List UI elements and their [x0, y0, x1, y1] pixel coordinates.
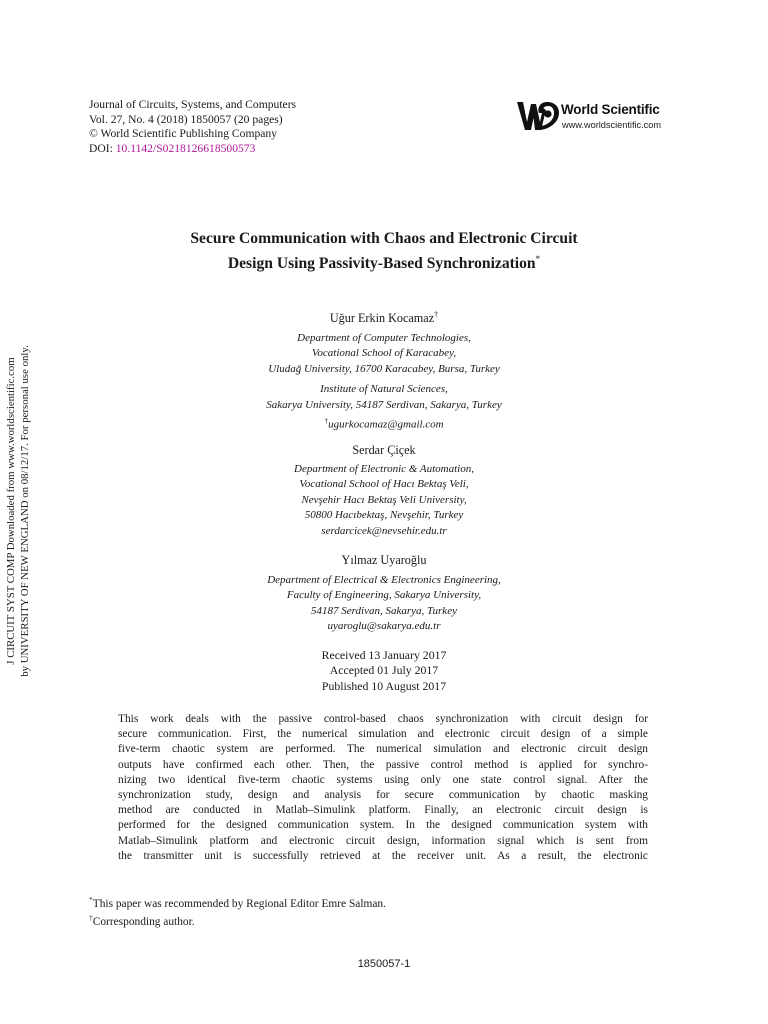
author-name: Serdar Çiçek [352, 443, 416, 457]
abstract-line: the transmitter unit is successfully retrieved at the receiver unit. As a result, the electronic [118, 849, 648, 862]
author-email[interactable]: †ugurkocamaz@gmail.com [324, 416, 444, 431]
abstract-line: synchronization study, design and analysis for secure communication by chaotic masking [118, 789, 648, 802]
world-scientific-logo-icon [516, 98, 560, 132]
published-date: Published 10 August 2017 [321, 678, 447, 693]
abstract-line: secure communication. First, the numerical simulation and electronic circuit design of a simple [118, 728, 648, 741]
journal-doi [89, 142, 296, 157]
publisher-name: World Scientific [561, 102, 660, 117]
author-affiliation: Department of Electronic & Automation, Vocational School of Hacı Bektaş Veli, Nevşehir Hacı Bektaş Veli University, 50800 Hacıbektaş, Nevşehir, Turkey serdarcicek@nevsehir.edu.tr [134, 462, 634, 539]
watermark-line-2: by UNIVERSITY OF NEW ENGLAND on 08/12/17. For personal use only. [19, 345, 31, 677]
author-affiliation: Department of Computer Technologies, Vocational School of Karacabey, Uludağ University, 16700 Karacabey, Bursa, Turkey [268, 332, 500, 375]
journal-volume: Vol. 27, No. 4 (2018) 1850057 (20 pages) [89, 112, 283, 126]
footnote: *This paper was recommended by Regional Editor Emre Salman. [89, 895, 386, 910]
accepted-date: Accepted 01 July 2017 [329, 663, 439, 678]
paper-title [100, 229, 668, 274]
download-watermark [4, 330, 34, 692]
publication-dates [134, 648, 634, 694]
journal-name: Journal of Circuits, Systems, and Computers [89, 98, 297, 111]
abstract-line: performed for the designed communication system. In the designed communication system with [118, 819, 648, 832]
abstract-line: five-term chaotic system are performed. The numerical simulation and electronic circuit design [118, 743, 648, 756]
page-number: 1850057-1 [357, 958, 411, 970]
received-date: Received 13 January 2017 [321, 648, 447, 662]
publisher-url[interactable]: www.worldscientific.com [562, 120, 662, 130]
title-line-1: Secure Communication with Chaos and Electronic Circuit [190, 230, 578, 247]
author-block-1 [134, 307, 634, 433]
abstract [118, 712, 648, 864]
abstract-line: method are conducted in Matlab–Simulink platform. Finally, an electronic circuit design is [118, 804, 648, 817]
journal-copyright: © World Scientific Publishing Company [89, 127, 278, 141]
abstract-line: nizing two identical five-term chaotic systems using only one state control signal. After the [118, 773, 648, 786]
publisher-logo[interactable] [516, 98, 686, 134]
author-name: Yılmaz Uyaroğlu [341, 553, 427, 567]
title-line-2: Design Using Passivity-Based Synchronization* [227, 254, 541, 273]
abstract-line: outputs have confirmed each other. Then, the passive control method is applied for synchro- [118, 758, 648, 771]
author-affiliation-2: Institute of Natural Sciences, Sakarya University, 54187 Serdivan, Sakarya, Turkey †ugurkocamaz@gmail.com [134, 382, 634, 433]
abstract-line: Matlab–Simulink platform and electronic circuit design, information signal which is sent from [118, 834, 648, 847]
author-email[interactable]: uyaroglu@sakarya.edu.tr [327, 620, 441, 633]
author-block-3 [134, 553, 634, 635]
author-email[interactable]: serdarcicek@nevsehir.edu.tr [321, 524, 447, 537]
doi-link[interactable]: 10.1142/S0218126618500573 [115, 141, 256, 155]
journal-info [89, 98, 296, 156]
author-affiliation: Department of Electrical & Electronics Engineering, Faculty of Engineering, Sakarya University, 54187 Serdivan, Sakarya, Turkey uyaroglu@sakarya.edu.tr [134, 573, 634, 635]
title-footnote-mark: * [535, 254, 541, 264]
watermark-line-1: J CIRCUIT SYST COMP Downloaded from www.worldscientific.com [5, 357, 17, 665]
author-name: Uğur Erkin Kocamaz† [329, 310, 439, 326]
abstract-line: This work deals with the passive control-based chaos synchronization with circuit design for [118, 713, 648, 725]
footnote: †Corresponding author. [89, 913, 195, 929]
author-block-2 [134, 443, 634, 539]
doi-label: DOI: [89, 141, 113, 155]
footnotes [89, 893, 386, 930]
